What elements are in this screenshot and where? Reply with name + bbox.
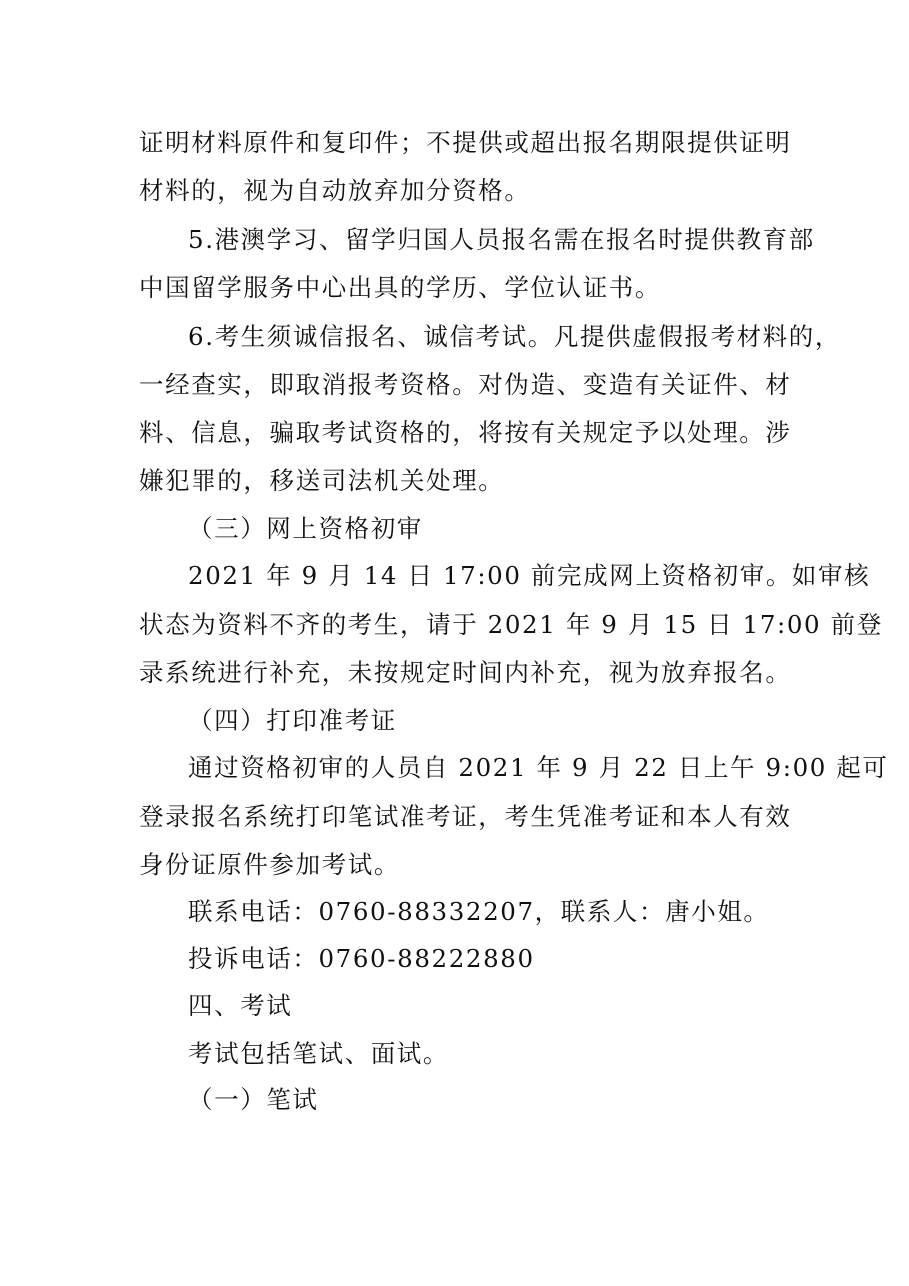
paragraph-line: 考试包括笔试、面试。 — [188, 1039, 449, 1068]
complaint-phone-line: 投诉电话：0760-88222880 — [188, 944, 535, 973]
paragraph-line: 一经查实，即取消报考资格。对伪造、变造有关证件、材 — [139, 370, 792, 399]
paragraph-line: 料、信息，骗取考试资格的，将按有关规定予以处理。涉 — [139, 418, 792, 447]
paragraph-line: 证明材料原件和复印件；不提供或超出报名期限提供证明 — [139, 128, 792, 157]
paragraph-line: 录系统进行补充，未按规定时间内补充，视为放弃报名。 — [139, 658, 792, 687]
paragraph-line: 登录报名系统打印笔试准考证，考生凭准考证和本人有效 — [139, 802, 792, 831]
paragraph-line: 2021 年 9 月 14 日 17:00 前完成网上资格初审。如审核 — [188, 561, 871, 590]
paragraph-line: 5.港澳学习、留学归国人员报名需在报名时提供教育部 — [188, 225, 815, 254]
section-heading: （一）笔试 — [188, 1085, 319, 1114]
paragraph-line: 嫌犯罪的，移送司法机关处理。 — [139, 466, 505, 495]
paragraph-line: 材料的，视为自动放弃加分资格。 — [139, 176, 531, 205]
paragraph-line: 通过资格初审的人员自 2021 年 9 月 22 日上午 9:00 起可 — [188, 753, 889, 782]
section-heading: （三）网上资格初审 — [188, 514, 423, 543]
contact-phone-line: 联系电话：0760-88332207，联系人：唐小姐。 — [188, 897, 770, 926]
paragraph-line: 身份证原件参加考试。 — [139, 850, 400, 879]
section-heading: 四、考试 — [188, 991, 293, 1020]
paragraph-line: 状态为资料不齐的考生，请于 2021 年 9 月 15 日 17:00 前登 — [139, 610, 883, 639]
paragraph-line: 中国留学服务中心出具的学历、学位认证书。 — [139, 273, 661, 302]
paragraph-line: 6.考生须诚信报名、诚信考试。凡提供虚假报考材料的， — [188, 322, 841, 351]
section-heading: （四）打印准考证 — [188, 706, 397, 735]
